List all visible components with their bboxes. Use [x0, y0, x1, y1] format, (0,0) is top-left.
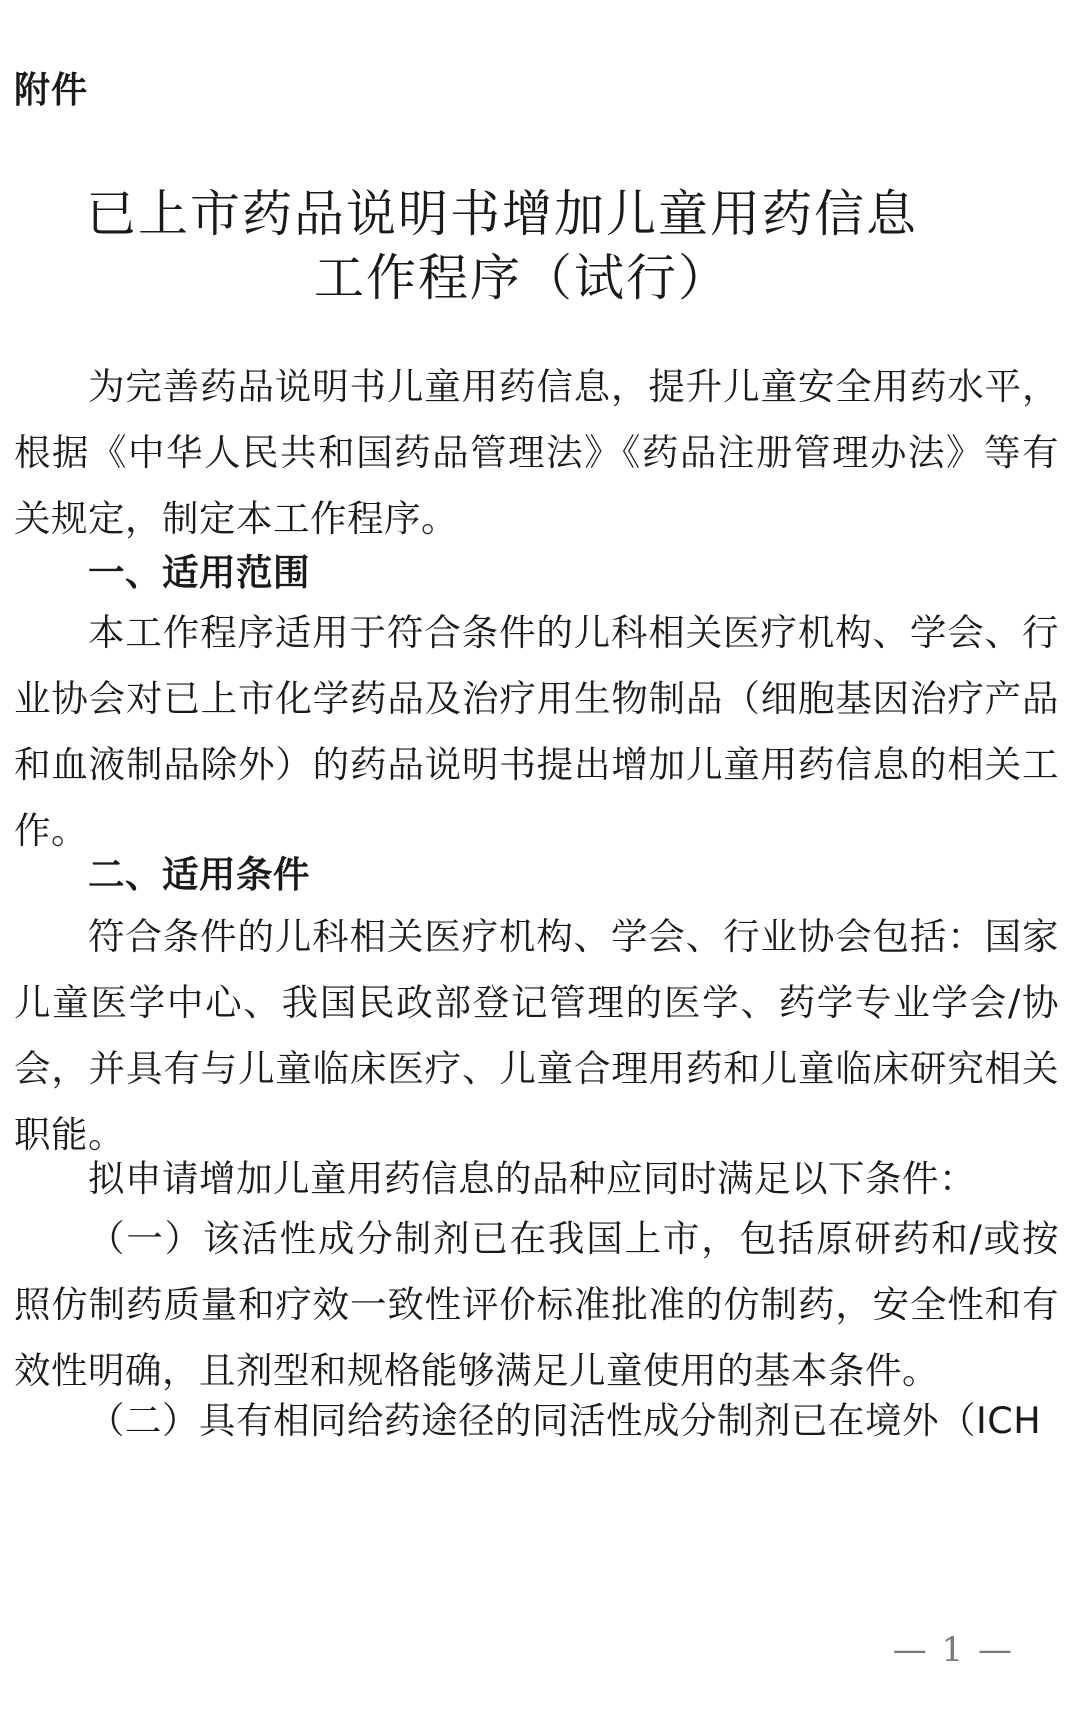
page-number: — 1 —	[892, 1630, 1014, 1670]
intro-paragraph: 为完善药品说明书儿童用药信息，提升儿童安全用药水平，根据《中华人民共和国药品管理法》《药品注册管理办法》等有关规定，制定本工作程序。	[14, 365, 1059, 540]
document-title-line2: 工作程序（试行）	[314, 249, 730, 307]
section2-heading: 二、适用条件	[88, 853, 310, 896]
section2-paragraph: 符合条件的儿科相关医疗机构、学会、行业协会包括：国家儿童医学中心、我国民政部登记管理的医学、药学专业学会/协会，并具有与儿童临床医疗、儿童合理用药和儿童临床研究相关职能。	[14, 915, 1059, 1156]
section1-paragraph: 本工作程序适用于符合条件的儿科相关医疗机构、学会、行业协会对已上市化学药品及治疗用生物制品（细胞基因治疗产品和血液制品除外）的药品说明书提出增加儿童用药信息的相关工作。	[14, 611, 1059, 852]
attachment-label: 附件	[14, 70, 89, 111]
section1-heading: 一、适用范围	[88, 551, 310, 594]
document-title-line1: 已上市药品说明书增加儿童用药信息	[86, 185, 918, 243]
conditions-intro: 拟申请增加儿童用药信息的品种应同时满足以下条件：	[88, 1157, 976, 1200]
condition-1-paragraph: （一）该活性成分制剂已在我国上市，包括原研药和/或按照仿制药质量和疗效一致性评价标准批准的仿制药，安全性和有效性明确，且剂型和规格能够满足儿童使用的基本条件。	[14, 1217, 1059, 1392]
condition-2-paragraph: （二）具有相同给药途径的同活性成分制剂已在境外（ICH	[88, 1399, 1042, 1442]
